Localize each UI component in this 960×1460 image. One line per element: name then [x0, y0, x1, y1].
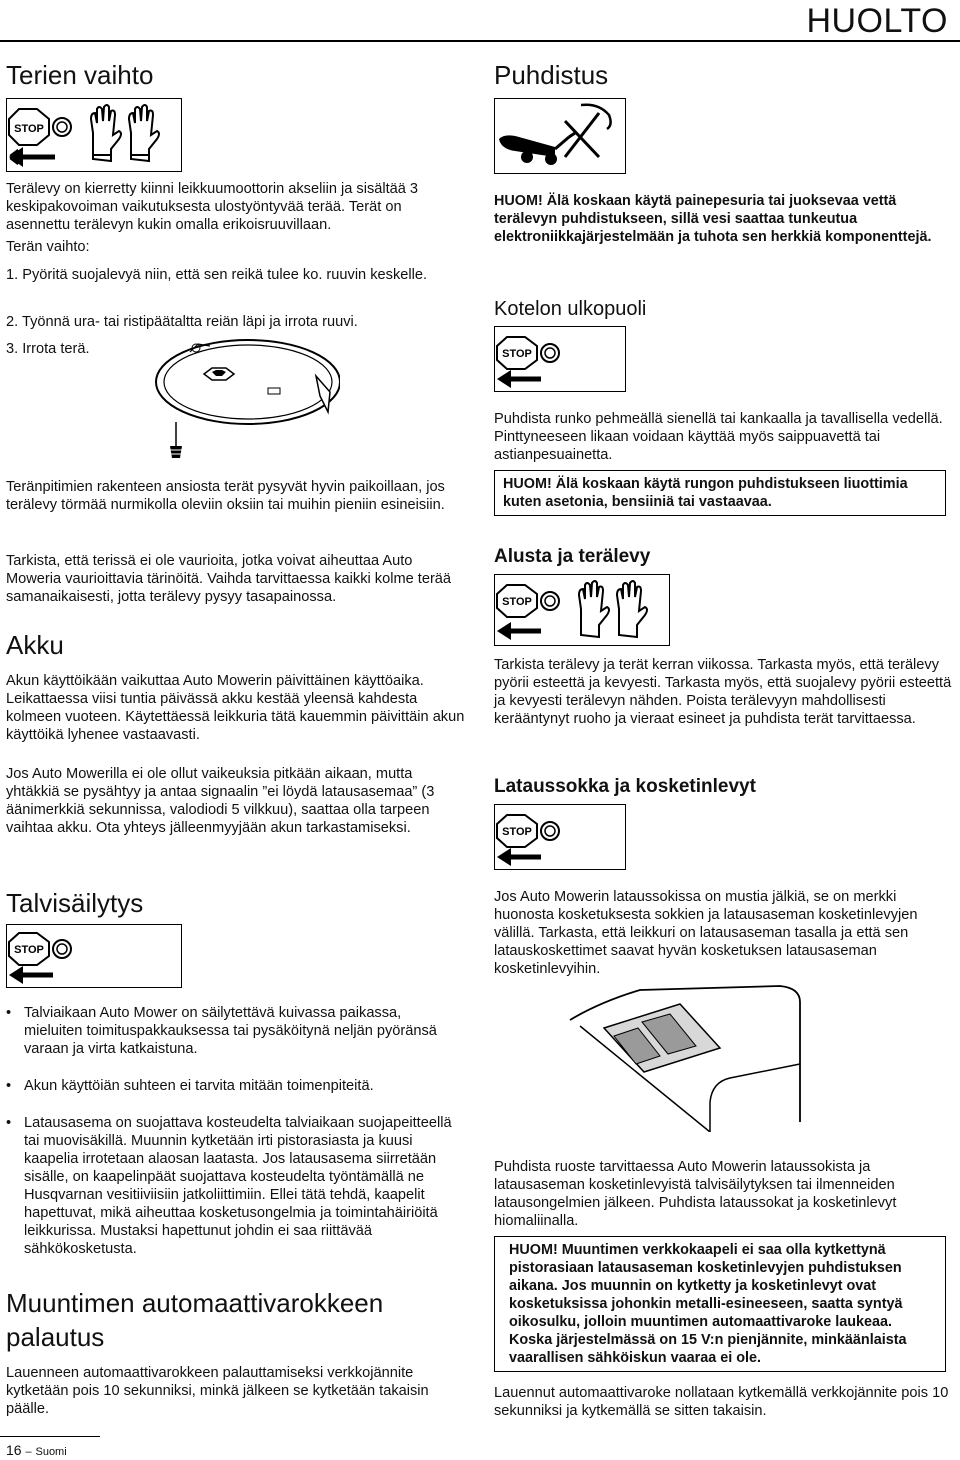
fuse-reset-para: Lauenneen automaattivarokkeen palauttamiseksi verkkojännite kytketään pois 10 sekunniksi, minkä jälkeen se kytketään takaisin päälle.: [6, 1365, 429, 1417]
charging-station-illustration: [560, 982, 820, 1132]
blade-step-1: 1. Pyöritä suojalevyä niin, että sen reikä tulee ko. ruuvin keskelle.: [6, 267, 428, 283]
stop-icon: [7, 925, 180, 986]
blade-disc-illustration: [140, 330, 340, 480]
icon-box-stop-socket: [494, 804, 626, 870]
footer-language: Suomi: [35, 1446, 67, 1458]
blade-para-2: Tarkista, että terissä ei ole vaurioita, jotka voivat aiheuttaa Auto Moweria vaurioittavia tärinöitä. Vaihda tarvittaessa kaikki kolme terää samanaikaisesti, jotta terälevy pysyy tasapainossa.: [6, 553, 452, 605]
blade-para-1: Teränpitimien rakenteen ansiosta terät pysyvät hyvin paikoillaan, jos terälevy törmää nurmikolla oleviin oksiin tai muihin pieniin esineisiin.: [6, 479, 445, 513]
no-water-hose-icon: [495, 99, 624, 172]
battery-para-2: Jos Auto Mowerilla ei ole ollut vaikeuksia pitkään aikaan, mutta yhtäkkiä se pysähtyy ja antaa signaalin ”ei löydä latausasemaa” (3 äänimerkkiä sekunnissa, valodiodi 5 vilkkuu), saattaa olla tarpeen vaihtaa akku. Ota yhteys jälleenmyyjään akun tarkastamiseksi.: [6, 766, 435, 836]
heading-winter: Talvisäilytys: [6, 888, 144, 918]
heading-battery: Akku: [6, 630, 64, 660]
socket-para-2: Puhdista ruoste tarvittaessa Auto Mowerin lataussokista ja latausaseman kosketinlevyistä talvisäilytyksen tai ilmenneiden latausongelmien jälkeen. Puhdista lataussokat ja kosketinlevyt hiomaliinalla.: [494, 1159, 897, 1229]
outside-para: Puhdista runko pehmeällä sienellä tai kankaalla ja tavallisella vedellä. Pinttyneeseen likaan voidaan käyttää myös saippuavettä tai astianpesuainetta.: [494, 411, 943, 463]
chassis-para: Tarkista terälevy ja terät kerran viikossa. Tarkasta myös, että terälevy pyörii esteettä ja kevyesti. Tarkasta myös, että suojalevy pyörii esteettä ja kevyesti terälevyn nähden. Poista terälevyyn mahdollisesti kerääntynyt ruoho ja vieraat esineet ja puhdista terät tarvittaessa.: [494, 657, 952, 727]
svg-text:STOP: STOP: [14, 123, 44, 135]
blade-lead: Terän vaihto:: [6, 239, 90, 255]
svg-text:STOP: STOP: [502, 596, 532, 608]
stop-icon: [495, 805, 624, 868]
note-cleaning: HUOM! Älä koskaan käytä painepesuria tai juoksevaa vettä terälevyn puhdistukseen, sillä vesi saattaa tunkeutua elektroniikkajärjestelmään ja tuhota sen herkkiä komponenttejä.: [494, 193, 932, 245]
icon-box-stop-winter: [6, 924, 182, 988]
note-outside: HUOM! Älä koskaan käytä rungon puhdistukseen liuottimia kuten asetonia, bensiiniä tai vastaavaa.: [494, 470, 946, 516]
section-header-title: HUOLTO: [806, 2, 948, 40]
icon-box-no-hose: [494, 98, 626, 174]
winter-bullet-list: [6, 1004, 452, 1277]
note-socket: HUOM! Muuntimen verkkokaapeli ei saa olla kytkettynä pistorasiaan latausaseman kosketinlevyjen puhdistuksen aikana. Jos muunnin on kytketty ja kosketinlevyt ovat kosketuksissa johonkin metalli-esineeseen, saatta syntyä oikosulku, jolloin muuntimen automaattivaroke laukeaa. Koska järjestelmässä on 15 V:n pienjännite, minkäänlaista vaarallisen sähköiskun vaaraa ei ole.: [494, 1236, 946, 1372]
heading-blade-change: Terien vaihto: [6, 60, 154, 90]
footer-rule: [0, 1436, 100, 1437]
blade-step-2: 2. Työnnä ura- tai ristipäätaltta reiän läpi ja irrota ruuvi.: [6, 314, 358, 330]
footer-dash: –: [25, 1446, 32, 1458]
svg-text:STOP: STOP: [502, 348, 532, 360]
heading-fuse-reset: Muuntimen automaattivarokkeen palautus: [6, 1288, 384, 1352]
winter-bullet-1: • Talviaikaan Auto Mower on säilytettävä kuivassa paikassa, mieluiten toimituspakkauksessa tai pysäköitynä neljän pyöränsä varaan ja virta katkaistuna.: [6, 1004, 452, 1058]
heading-cleaning: Puhdistus: [494, 60, 609, 90]
footer: [6, 1442, 67, 1458]
svg-text:STOP: STOP: [502, 826, 532, 838]
stop-gloves-icon: [495, 575, 668, 644]
socket-para-1: Jos Auto Mowerin lataussokissa on mustia jälkiä, se on merkki huonosta kosketuksesta sokkien ja latausaseman kosketinlevyjen välillä. Tarkasta, että leikkuri on latausaseman tasalla ja että sen latauskoskettimet saavat hyvän kosketuksen latausaseman kosketinlevyihin.: [494, 889, 918, 977]
heading-housing-outside: Kotelon ulkopuoli: [494, 298, 647, 320]
stop-gloves-icon: [7, 99, 180, 170]
icon-box-stop-outside: [494, 326, 626, 392]
battery-para-1: Akun käyttöikään vaikuttaa Auto Mowerin päivittäinen käyttöaika. Leikattaessa viisi tuntia päivässä akku kestää yleensä kahdesta kolmeen vuoteen. Käytettäessä leikkuria tätä kauemmin päivittäin akun käyttöikä lyhenee vastaavasti.: [6, 673, 465, 743]
stop-icon: [495, 327, 624, 390]
icon-box-stop-gloves: [6, 98, 182, 172]
page-number: 16: [6, 1442, 22, 1458]
heading-chassis: Alusta ja terälevy: [494, 546, 651, 567]
blade-intro: Terälevy on kierretty kiinni leikkuumoottorin akseliin ja sisältää 3 keskipakovoiman vaikutuksesta ulostyöntyvää terää. Terät on asennettu terälevyn kukin omalla erikoisruuvillaan.: [6, 181, 419, 233]
header-rule: [0, 40, 960, 42]
svg-text:STOP: STOP: [14, 944, 44, 956]
heading-charging-socket: Lataussokka ja kosketinlevyt: [494, 776, 756, 797]
winter-bullet-2: • Akun käyttöiän suhteen ei tarvita mitään toimenpiteitä.: [6, 1077, 452, 1095]
winter-bullet-3: • Latausasema on suojattava kosteudelta talviaikaan suojapeitteellä tai muovisäkillä. Muunnin kytketään irti pistorasiasta ja kuusi kaapelia irrotetaan alaosan laatasta. Jos latausasema siirretään sisälle, on kaapelinpäät suojattava kosteudelta työntämällä ne Husqvarnan vesitiiviisiin jatkoliittimiin. Ellei tätä tehdä, kaapelit hapettuvat, mikä aiheuttaa kosketusongelmia ja toimintahäiriöitä leikkurissa. Mustaksi hapettunut johdin ei saa riittävää sähkökosketusta.: [6, 1114, 452, 1258]
socket-para-3: Lauennut automaattivaroke nollataan kytkemällä verkkojännite pois 10 sekunniksi ja kytkemällä se sitten takaisin.: [494, 1385, 949, 1419]
blade-step-3: 3. Irrota terä.: [6, 341, 90, 357]
icon-box-stop-gloves-chassis: [494, 574, 670, 646]
